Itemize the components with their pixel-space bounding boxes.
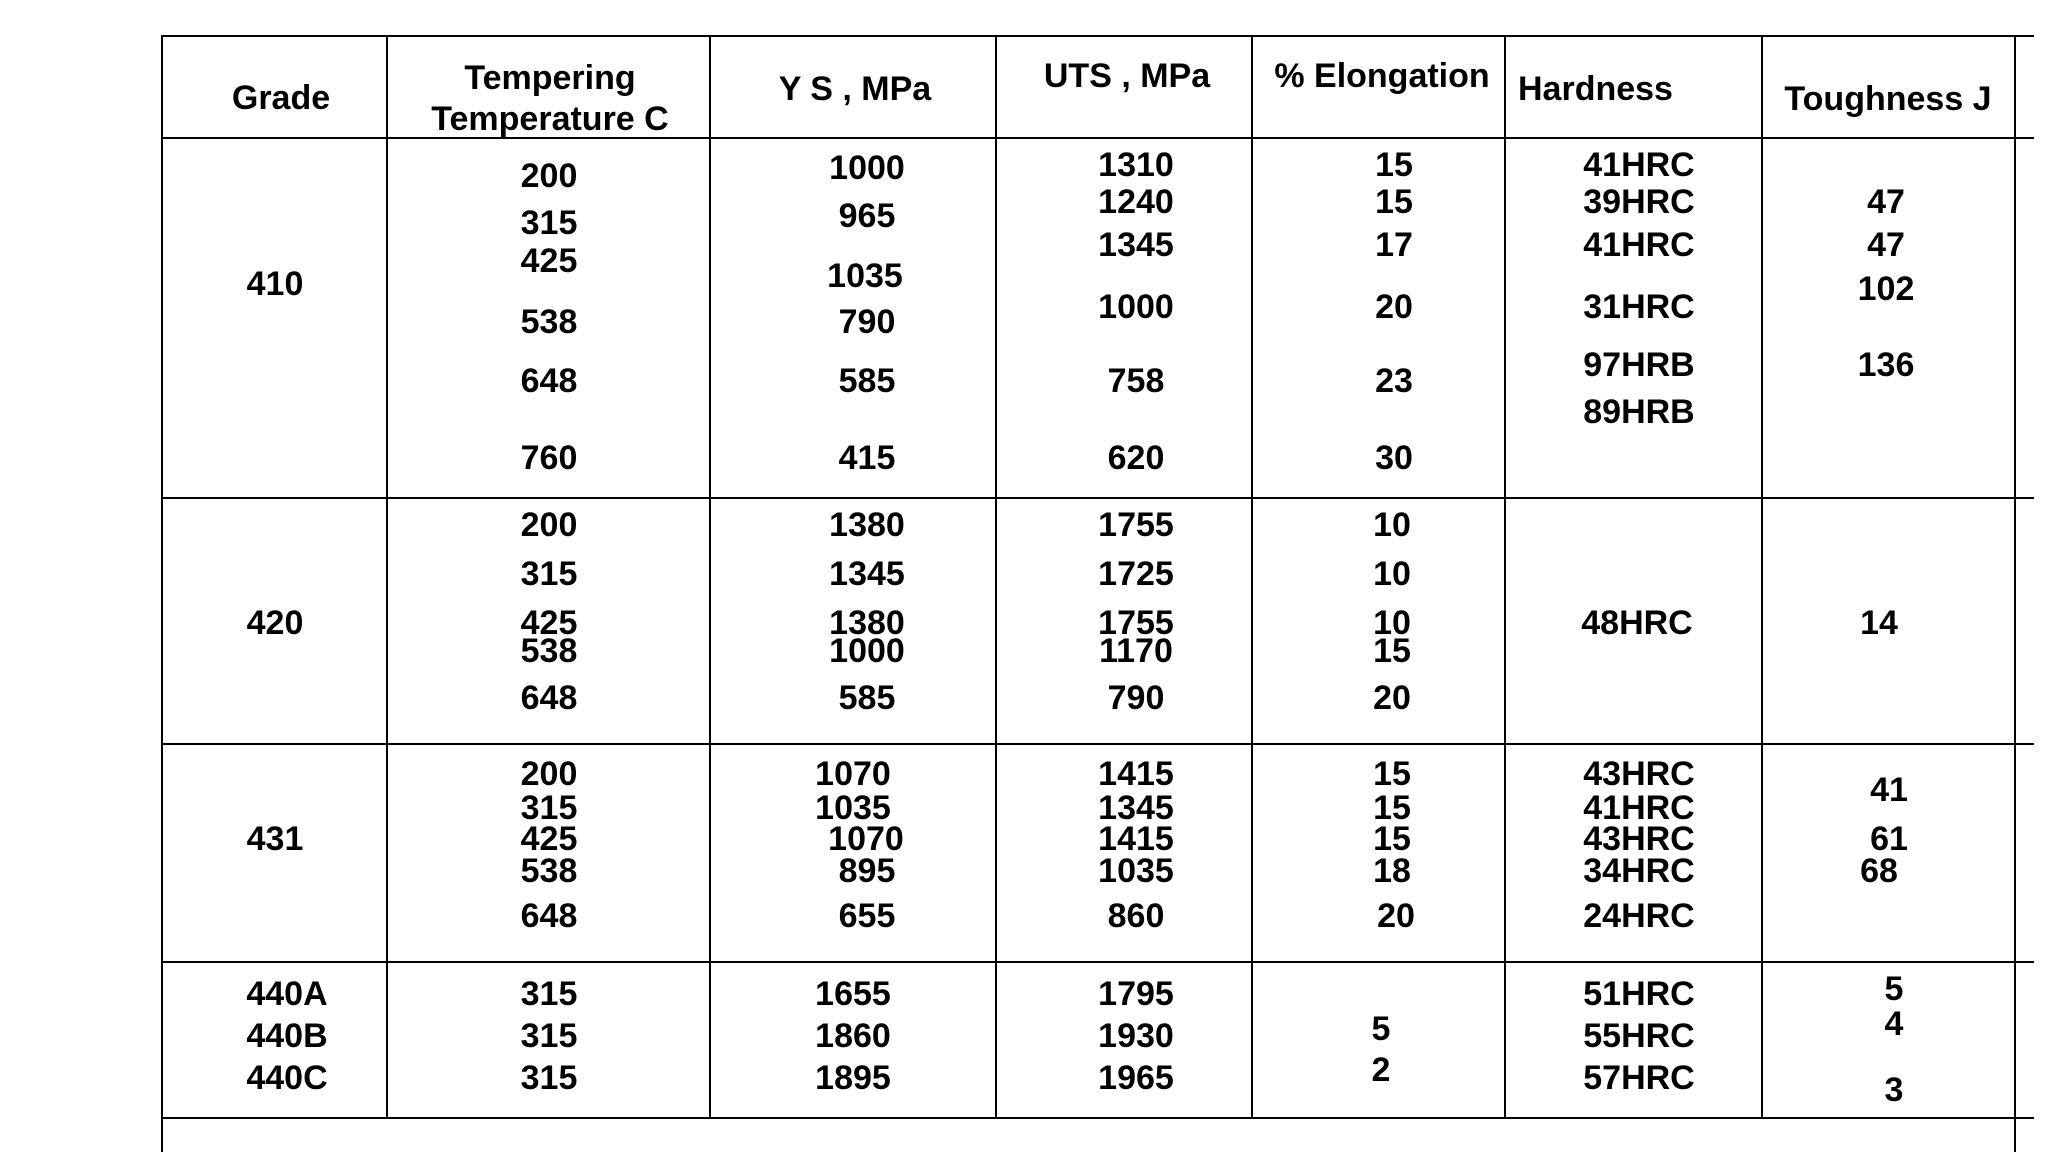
temp-cell: 425 [520, 242, 578, 280]
ys-cell: 1380 [829, 604, 905, 642]
elongation-cell: 15 [1373, 632, 1411, 670]
grade-cell: 431 [246, 820, 304, 858]
uts-cell: 1755 [1098, 506, 1174, 544]
toughness-cell: 47 [1867, 183, 1905, 221]
temp-cell: 315 [520, 204, 578, 242]
column-divider-2 [709, 35, 711, 1118]
toughness-cell: 41 [1870, 771, 1908, 809]
header-uts: UTS , MPa [1043, 57, 1211, 95]
hardness-cell: 55HRC [1583, 1017, 1695, 1055]
column-divider-3 [995, 35, 997, 1118]
row-divider-410-420 [161, 497, 2034, 499]
uts-cell: 1415 [1098, 755, 1174, 793]
uts-cell: 1170 [1099, 632, 1173, 670]
temp-cell: 425 [520, 820, 578, 858]
temp-cell: 200 [520, 506, 578, 544]
temp-cell: 648 [520, 679, 578, 717]
column-divider-1 [386, 35, 388, 1118]
temp-cell: 648 [520, 362, 578, 400]
table-border-left [161, 35, 163, 1152]
ys-cell: 585 [838, 679, 896, 717]
grade-cell: 440C [246, 1059, 328, 1097]
elongation-cell: 15 [1375, 146, 1413, 184]
hardness-cell: 41HRC [1583, 146, 1695, 184]
header-toughness: Toughness J [1784, 80, 1992, 118]
hardness-cell: 39HRC [1583, 183, 1695, 221]
ys-cell: 1655 [815, 975, 891, 1013]
hardness-cell: 43HRC [1583, 755, 1695, 793]
uts-cell: 1965 [1098, 1059, 1174, 1097]
grade-cell: 440B [246, 1017, 328, 1055]
ys-cell: 1070 [828, 820, 904, 858]
elongation-cell: 15 [1375, 183, 1413, 221]
temp-cell: 538 [520, 632, 578, 670]
uts-cell: 1930 [1098, 1017, 1174, 1055]
ys-cell: 1345 [829, 555, 905, 593]
hardness-cell: 31HRC [1583, 288, 1695, 326]
hardness-cell: 34HRC [1583, 852, 1695, 890]
uts-cell: 1310 [1098, 146, 1174, 184]
temp-cell: 315 [520, 975, 578, 1013]
elongation-cell: 15 [1373, 820, 1411, 858]
elongation-cell: 10 [1373, 506, 1411, 544]
uts-cell: 1240 [1098, 183, 1174, 221]
hardness-cell: 97HRB [1583, 346, 1695, 384]
header-ys: Y S , MPa [778, 70, 932, 108]
ys-cell: 895 [838, 852, 896, 890]
ys-cell: 1000 [829, 149, 905, 187]
temp-cell: 315 [520, 1017, 578, 1055]
hardness-cell: 89HRB [1583, 393, 1695, 431]
temp-cell: 200 [520, 157, 578, 195]
toughness-cell: 102 [1857, 270, 1915, 308]
table-border-right [2014, 35, 2016, 1152]
toughness-cell: 68 [1860, 852, 1898, 890]
ys-cell: 1895 [815, 1059, 891, 1097]
table-border-top [161, 35, 2034, 37]
header-grade: Grade [231, 79, 331, 117]
toughness-cell: 3 [1884, 1071, 1904, 1109]
elongation-cell: 10 [1373, 555, 1411, 593]
elongation-cell: 23 [1375, 362, 1413, 400]
ys-cell: 790 [838, 303, 896, 341]
temp-cell: 200 [520, 755, 578, 793]
ys-cell: 415 [838, 439, 896, 477]
toughness-cell: 14 [1860, 604, 1898, 642]
temp-cell: 425 [520, 604, 578, 642]
temp-cell: 538 [520, 303, 578, 341]
temp-cell: 315 [520, 1059, 578, 1097]
elongation-cell: 20 [1375, 288, 1413, 326]
elongation-cell: 17 [1375, 226, 1413, 264]
elongation-cell: 2 [1371, 1051, 1391, 1089]
uts-cell: 1415 [1098, 820, 1174, 858]
ys-cell: 655 [838, 897, 896, 935]
header-hardness: Hardness [1518, 70, 1673, 108]
header-tempering-line1: Tempering [464, 59, 636, 97]
header-elongation: % Elongation [1274, 57, 1490, 95]
temp-cell: 315 [520, 555, 578, 593]
column-divider-5 [1504, 35, 1506, 1118]
temp-cell: 538 [520, 852, 578, 890]
grade-cell: 410 [246, 265, 304, 303]
elongation-cell: 15 [1373, 755, 1411, 793]
hardness-cell: 57HRC [1583, 1059, 1695, 1097]
hardness-cell: 24HRC [1583, 897, 1695, 935]
header-tempering-line2: Temperature C [431, 100, 669, 138]
uts-cell: 1725 [1098, 555, 1174, 593]
row-divider-431-440 [161, 961, 2034, 963]
ys-cell: 1035 [815, 789, 891, 827]
temp-cell: 760 [520, 439, 578, 477]
elongation-cell: 30 [1375, 439, 1413, 477]
toughness-cell: 5 [1884, 970, 1904, 1008]
ys-cell: 1035 [827, 257, 903, 295]
ys-cell: 1000 [829, 632, 905, 670]
uts-cell: 1345 [1098, 226, 1174, 264]
elongation-cell: 20 [1377, 897, 1415, 935]
toughness-cell: 47 [1867, 226, 1905, 264]
elongation-cell: 5 [1371, 1010, 1391, 1048]
elongation-cell: 10 [1373, 604, 1411, 642]
uts-cell: 1345 [1098, 789, 1174, 827]
toughness-cell: 136 [1857, 346, 1915, 384]
hardness-cell: 41HRC [1583, 226, 1695, 264]
column-divider-6 [1761, 35, 1763, 1118]
row-divider-420-431 [161, 743, 2034, 745]
ys-cell: 585 [838, 362, 896, 400]
temp-cell: 648 [520, 897, 578, 935]
toughness-cell: 61 [1870, 820, 1908, 858]
uts-cell: 758 [1107, 362, 1165, 400]
ys-cell: 1070 [815, 755, 891, 793]
grade-cell: 440A [246, 975, 328, 1013]
uts-cell: 1035 [1098, 852, 1174, 890]
uts-cell: 1755 [1098, 604, 1174, 642]
elongation-cell: 18 [1373, 852, 1411, 890]
hardness-cell: 41HRC [1583, 789, 1695, 827]
ys-cell: 965 [838, 197, 896, 235]
ys-cell: 1380 [829, 506, 905, 544]
column-divider-4 [1251, 35, 1253, 1118]
row-divider-440-bottom [161, 1117, 2034, 1119]
hardness-cell: 48HRC [1581, 604, 1693, 642]
grade-cell: 420 [246, 604, 304, 642]
uts-cell: 790 [1107, 679, 1165, 717]
elongation-cell: 20 [1373, 679, 1411, 717]
elongation-cell: 15 [1373, 789, 1411, 827]
hardness-cell: 51HRC [1583, 975, 1695, 1013]
uts-cell: 1000 [1098, 288, 1174, 326]
toughness-cell: 4 [1884, 1005, 1904, 1043]
temp-cell: 315 [520, 789, 578, 827]
hardness-cell: 43HRC [1583, 820, 1695, 858]
uts-cell: 620 [1107, 439, 1165, 477]
uts-cell: 1795 [1098, 975, 1174, 1013]
uts-cell: 860 [1107, 897, 1165, 935]
ys-cell: 1860 [815, 1017, 891, 1055]
